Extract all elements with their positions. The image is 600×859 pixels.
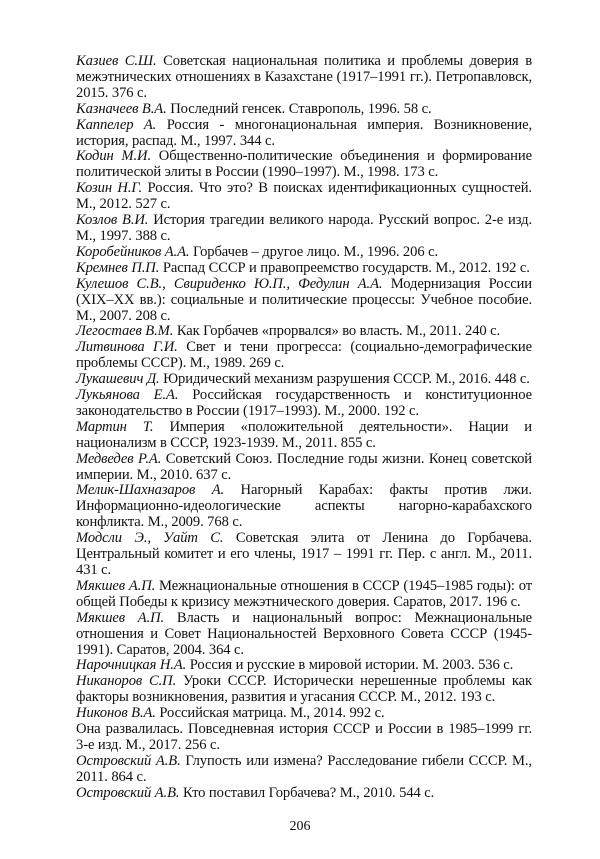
entry-author: Легостаев В.М. xyxy=(76,323,174,340)
entry-text: Горбачев – другое лицо. М., 1996. 206 с. xyxy=(189,243,439,260)
bibliography-entry xyxy=(76,54,532,102)
entry-text: Она развалилась. Повседневная история СССР и России в 1985–1999 гг. 3-е изд. М., 2017. 256 с. xyxy=(76,721,532,753)
bibliography-entry xyxy=(76,754,532,786)
entry-text: Россия - многонациональная империя. Возникновение, история, распад. М., 1997. 344 с. xyxy=(76,116,532,149)
entry-author: Медведев Р.А. xyxy=(76,450,162,467)
entry-author: Модсли Э., Уайт С. xyxy=(76,530,224,547)
entry-author: Лукашевич Д. xyxy=(76,371,160,388)
entry-author: Мартин Т. xyxy=(76,418,154,435)
entry-author: Никонов В.А. xyxy=(76,705,156,722)
entry-text: Межнациональные отношения в СССР (1945–1985 годы): от общей Победы к кризису межэтнического доверия. Саратов, 2017. 196 с. xyxy=(76,577,532,610)
bibliography-entry xyxy=(76,674,532,706)
entry-author: Мякшев А.П. xyxy=(76,577,156,594)
entry-text: Уроки СССР. Исторически нерешенные проблемы как факторы возникновения, развития и угасания СССР. М., 2012. 193 с. xyxy=(76,673,532,706)
entry-text: Нагорный Карабах: факты против лжи. Информационно-идеологические аспекты нагорно-карабахского конфликта. М., 2009. 768 с. xyxy=(76,482,532,531)
bibliography-entry xyxy=(76,277,532,325)
entry-author: Мякшев А.П. xyxy=(76,609,165,626)
bibliography-entry xyxy=(76,118,532,150)
bibliography-entry xyxy=(76,420,532,452)
entry-author: Кремнев П.П. xyxy=(76,259,160,276)
bibliography-entry xyxy=(76,245,532,261)
entry-author: Никаноров С.П. xyxy=(76,673,177,690)
bibliography-entry xyxy=(76,452,532,484)
entry-text: Распад СССР и правопреемство государств. М., 2012. 192 с. xyxy=(159,259,530,276)
entry-text: Глупость или измена? Расследование гибели СССР. М., 2011. 864 с. xyxy=(76,752,532,785)
bibliography-entry xyxy=(76,722,532,754)
entry-text: Последний генсек. Ставрополь, 1996. 58 с. xyxy=(166,100,432,117)
entry-text: Свет и тени прогресса: (социально-демографические проблемы СССР). М., 1989. 269 с. xyxy=(76,339,532,372)
entry-author: Казиев С.Ш. xyxy=(76,53,157,69)
bibliography-list xyxy=(76,54,532,802)
entry-author: Литвинова Г.И. xyxy=(76,339,178,356)
bibliography-entry xyxy=(76,579,532,611)
entry-text: Юридический механизм разрушения СССР. М., 2016. 448 с. xyxy=(159,371,530,388)
entry-text: Общественно-политические объединения и формирование политической элиты в России (1990–1997). М., 1998. 173 с. xyxy=(76,148,532,181)
entry-text: Советский Союз. Последние годы жизни. Конец советской империи. М., 2010. 637 с. xyxy=(76,450,532,483)
bibliography-entry xyxy=(76,181,532,213)
entry-author: Козлов В.И. xyxy=(76,212,149,229)
entry-text: Россия. Что это? В поисках идентификационных сущностей. М., 2012. 527 с. xyxy=(76,180,532,213)
entry-text: Советская элита от Ленина до Горбачева. Центральный комитет и его члены, 1917 – 1991 гг. Пер. с англ. М., 2011. 431 с. xyxy=(76,530,532,578)
entry-text: Власть и национальный вопрос: Межнациональные отношения и Совет Национальностей Верховного Совета СССР (1945-1991). Саратов, 2004. 364 с. xyxy=(76,609,532,658)
bibliography-entry xyxy=(76,786,532,802)
entry-text: Модернизация России (XIX–XX вв.): социальные и политические процессы: Учебное пособие. М., 2007. 208 с. xyxy=(76,275,533,324)
entry-author: Островский А.В. xyxy=(76,784,180,801)
entry-author: Лукьянова Е.А. xyxy=(76,387,179,404)
entry-author: Кодин М.И. xyxy=(76,148,151,165)
entry-author: Казначеев В.А. xyxy=(76,100,167,117)
entry-text: Россия и русские в мировой истории. М. 2003. 536 с. xyxy=(186,657,514,674)
entry-text: Как Горбачев «прорвался» во власть. М., 2011. 240 с. xyxy=(173,323,501,340)
entry-author: Козин Н.Г. xyxy=(76,180,143,197)
bibliography-entry xyxy=(76,372,532,388)
bibliography-entry xyxy=(76,261,532,277)
entry-author: Каппелер А. xyxy=(76,116,157,133)
entry-author: Кулешов С.В., Свириденко Ю.П., Федулин А.А. xyxy=(76,275,383,292)
entry-author: Нарочницкая Н.А. xyxy=(76,657,187,674)
entry-author: Коробейников А.А. xyxy=(76,243,190,260)
bibliography-entry xyxy=(76,340,532,372)
bibliography-entry xyxy=(76,388,532,420)
bibliography-entry xyxy=(76,324,532,340)
bibliography-entry xyxy=(76,213,532,245)
entry-author: Островский А.В. xyxy=(76,752,181,769)
entry-text: Кто поставил Горбачева? М., 2010. 544 с. xyxy=(179,784,435,801)
entry-author: Мелик-Шахназаров А. xyxy=(76,482,225,499)
bibliography-entry xyxy=(76,706,532,722)
page-number: 206 xyxy=(289,818,311,834)
entry-text: Российская матрица. М., 2014. 992 с. xyxy=(155,705,385,722)
entry-text: Российская государственность и конституционное законодательство в России (1917–1993). М., 2000. 192 с. xyxy=(76,387,532,419)
bibliography-entry xyxy=(76,611,532,659)
bibliography-entry xyxy=(76,102,532,118)
entry-text: История трагедии великого народа. Русский вопрос. 2-е изд. М., 1997. 388 с. xyxy=(76,212,533,244)
bibliography-entry xyxy=(76,658,532,674)
entry-text: Советская национальная политика и проблемы доверия в межэтнических отношениях в Казахстане (1917–1991 гг.). Петропавловск, 2015. 376 с. xyxy=(76,53,532,101)
bibliography-entry xyxy=(76,531,532,579)
entry-text: Империя «положительной деятельности». Нации и национализм в СССР, 1923-1939. М., 2011. 855 с. xyxy=(76,418,532,451)
bibliography-entry xyxy=(76,483,532,531)
bibliography-entry xyxy=(76,149,532,181)
